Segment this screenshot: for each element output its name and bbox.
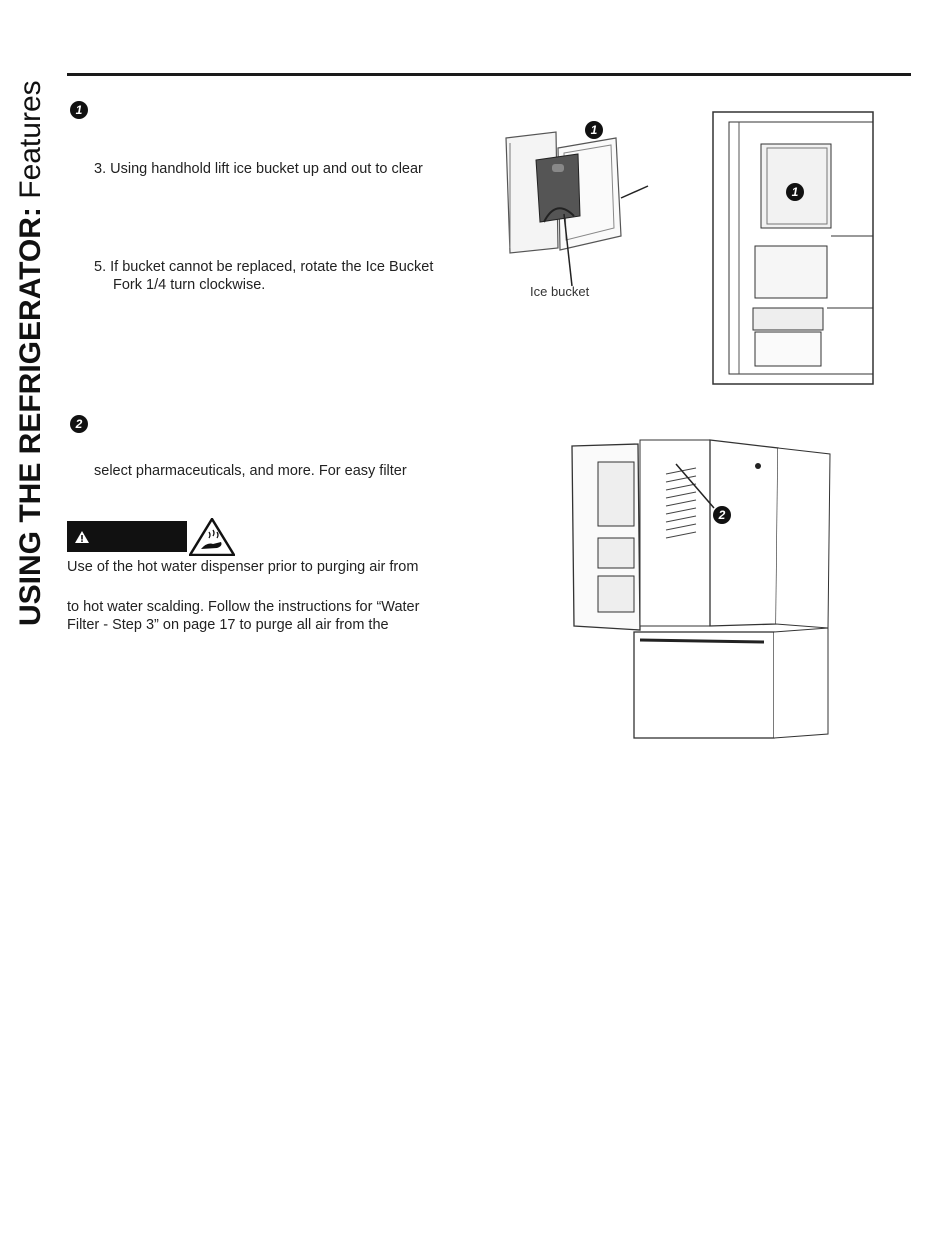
ice-bucket-label: Ice bucket <box>530 284 590 299</box>
ice-bucket-illustration <box>496 118 656 308</box>
section1-step5-line2: Fork 1/4 turn clockwise. <box>113 277 266 293</box>
section1-badge: 1 <box>70 101 88 119</box>
section1-step3: 3. Using handhold lift ice bucket up and out to clear <box>94 161 423 177</box>
freezer-illustration <box>711 108 875 394</box>
header-rule <box>67 73 911 76</box>
side-title <box>4 36 44 636</box>
warning-triangle-icon <box>75 531 89 543</box>
warning-label-box <box>67 521 187 552</box>
warning-text-3: Filter - Step 3” on page 17 to purge all air from the <box>67 617 389 633</box>
freezer-figure <box>711 108 875 394</box>
section1-step5-line1: 5. If bucket cannot be replaced, rotate the Ice Bucket <box>94 259 434 275</box>
svg-text:USING THE REFRIGERATOR: Featur <box>14 80 44 626</box>
side-title-bold: USING THE REFRIGERATOR: <box>14 207 44 626</box>
ice-bucket-callout-1: 1 <box>585 121 603 139</box>
scald-hazard-icon <box>189 518 235 561</box>
side-title-svg <box>4 36 44 636</box>
side-title-light: Features <box>14 80 44 208</box>
warning-text-2: to hot water scalding. Follow the instructions for “Water <box>67 599 420 615</box>
freezer-callout-1: 1 <box>786 183 804 201</box>
refrigerator-figure <box>568 434 838 746</box>
section2-line1: select pharmaceuticals, and more. For easy filter <box>94 463 407 479</box>
refrigerator-illustration <box>568 434 838 746</box>
ice-bucket-figure <box>496 118 656 308</box>
section2-badge: 2 <box>70 415 88 433</box>
refrigerator-callout-2: 2 <box>713 506 731 524</box>
warning-text-1: Use of the hot water dispenser prior to purging air from <box>67 559 419 575</box>
